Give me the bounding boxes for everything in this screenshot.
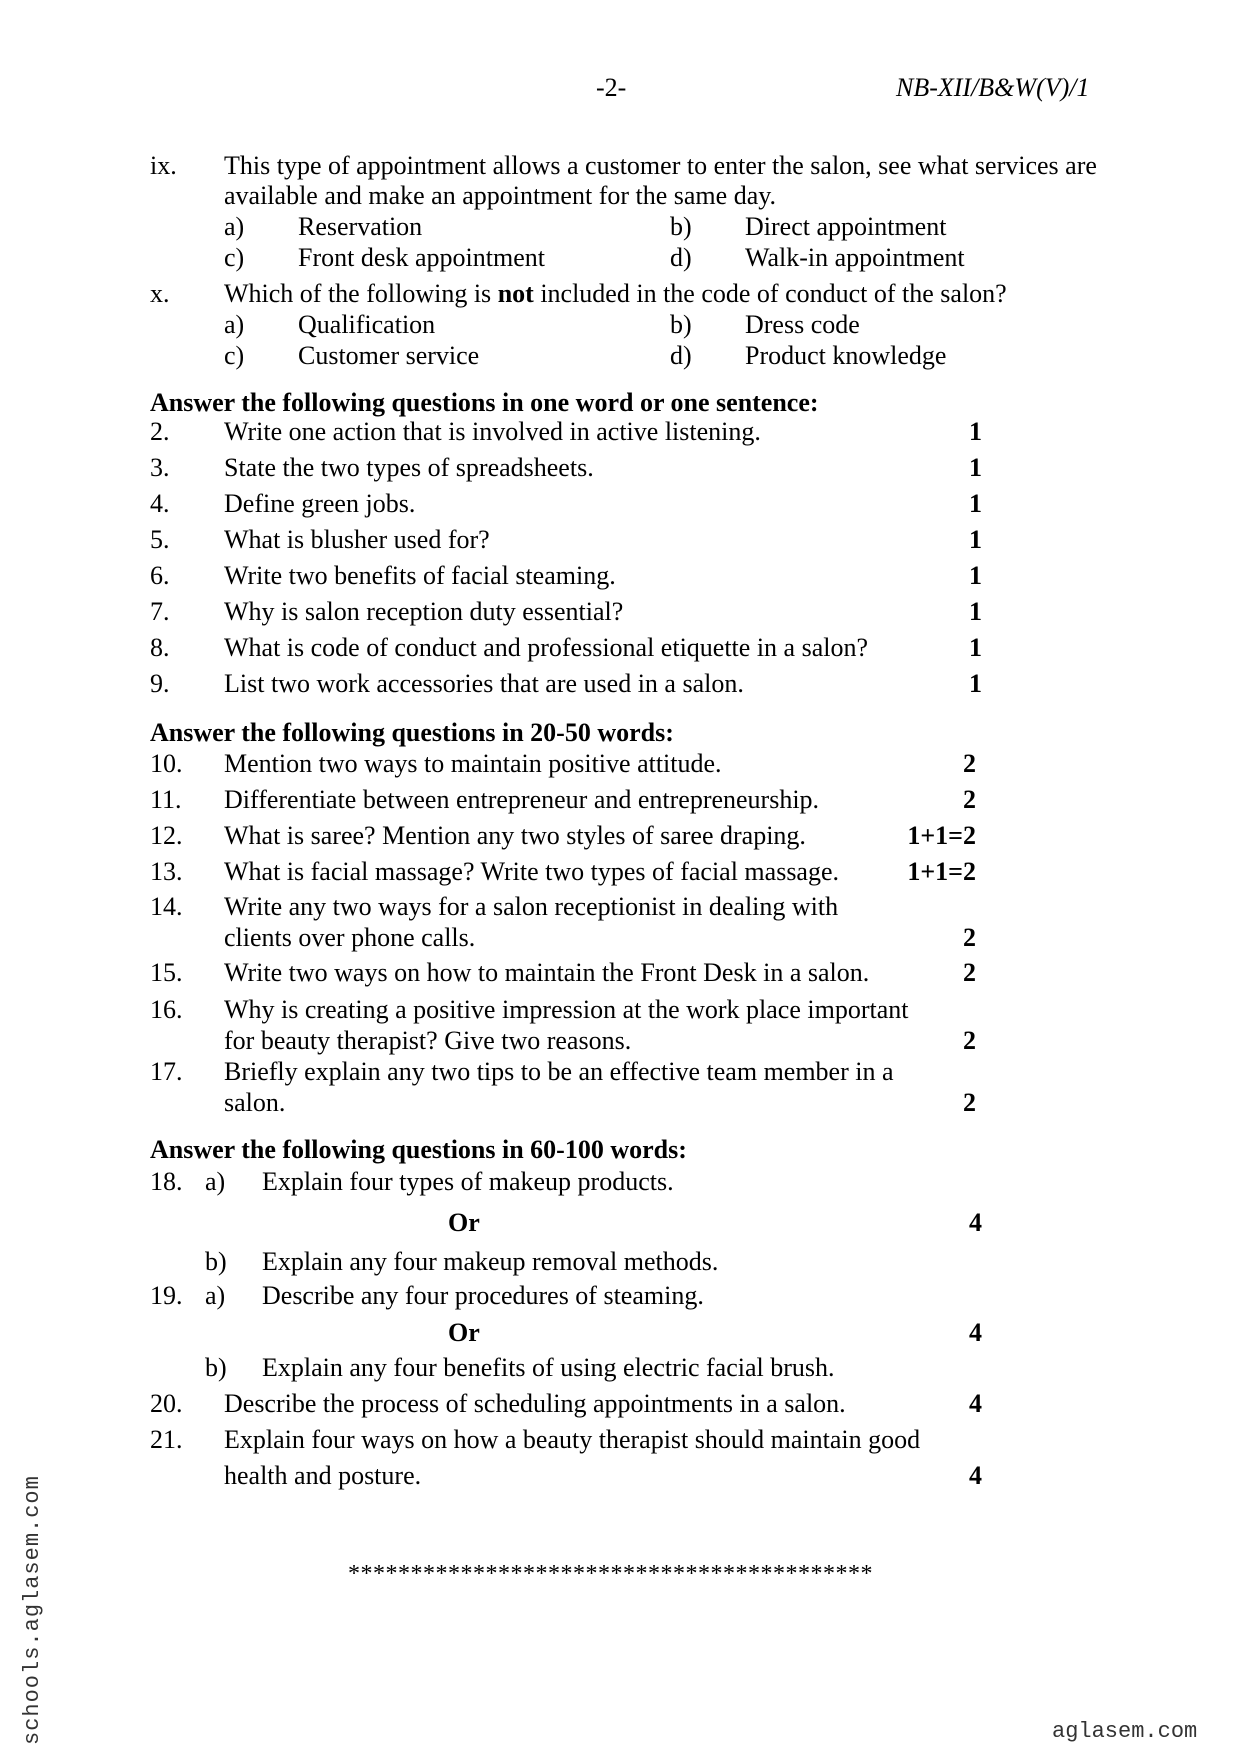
question-text: Write two ways on how to maintain the Front Desk in a salon. [224,958,870,987]
question-text: Differentiate between entrepreneur and entrepreneurship. [224,785,820,814]
question-number: 14. [150,892,183,921]
question-number: 20. [150,1389,183,1418]
option-label: a) [224,212,245,241]
paper-code: NB-XII/B&W(V)/1 [896,73,1090,102]
question-text: Why is creating a positive impression at the work place important [224,995,909,1024]
question-marks: 1+1=2 [907,821,976,850]
question-number: 8. [150,633,170,662]
question-number: 12. [150,821,183,850]
question-number: 6. [150,561,170,590]
end-of-paper-stars: ****************************************** [348,1561,873,1587]
question-text: Define green jobs. [224,489,416,518]
question-text: This type of appointment allows a customer to enter the salon, see what services are [224,151,1097,180]
question-text-line2: clients over phone calls. [224,923,476,952]
option-label: b) [205,1353,227,1382]
option-label: d) [670,341,692,370]
question-number: 19. [150,1281,183,1310]
question-text-line2: for beauty therapist? Give two reasons. [224,1026,632,1055]
question-marks: 1 [969,669,982,698]
page-number: -2- [596,73,627,102]
question-marks: 1 [969,597,982,626]
question-text: What is saree? Mention any two styles of saree draping. [224,821,806,850]
question-number: 11. [150,785,182,814]
question-marks: 1 [969,489,982,518]
question-text: Write any two ways for a salon receptionist in dealing with [224,892,839,921]
side-watermark: schools.aglasem.com [20,1475,45,1745]
question-number: 7. [150,597,170,626]
question-number: 10. [150,749,183,778]
question-marks: 2 [963,1088,976,1117]
question-number: 13. [150,857,183,886]
section-heading-long: Answer the following questions in 60-100 words: [150,1135,687,1164]
option-label: a) [205,1281,226,1310]
question-number: ix. [150,151,177,180]
question-marks: 1 [969,453,982,482]
option-label: a) [205,1167,226,1196]
question-marks: 2 [963,785,976,814]
question-marks: 4 [969,1208,982,1237]
question-number: 3. [150,453,170,482]
question-text: Mention two ways to maintain positive attitude. [224,749,722,778]
question-number: 18. [150,1167,183,1196]
section-heading-one-word: Answer the following questions in one word or one sentence: [150,388,819,417]
option-text: Direct appointment [745,212,947,241]
question-text: Explain four types of makeup products. [262,1167,674,1196]
question-text: What is facial massage? Write two types of facial massage. [224,857,840,886]
question-text: Explain any four benefits of using electric facial brush. [262,1353,835,1382]
question-marks: 4 [969,1389,982,1418]
question-text: Write two benefits of facial steaming. [224,561,616,590]
option-text: Front desk appointment [298,243,545,272]
question-text-line2: health and posture. [224,1461,422,1490]
question-marks: 1 [969,525,982,554]
question-text: List two work accessories that are used in a salon. [224,669,744,698]
question-number: 5. [150,525,170,554]
option-text: Reservation [298,212,423,241]
question-text: Why is salon reception duty essential? [224,597,624,626]
question-text: What is code of conduct and professional etiquette in a salon? [224,633,869,662]
question-number: x. [150,279,170,308]
question-marks: 2 [963,958,976,987]
question-text: Describe any four procedures of steaming. [262,1281,704,1310]
option-text: Walk-in appointment [745,243,965,272]
question-text: Explain four ways on how a beauty therapist should maintain good [224,1425,921,1454]
option-label: a) [224,310,245,339]
option-label: b) [670,310,692,339]
option-label: b) [205,1247,227,1276]
question-number: 4. [150,489,170,518]
question-marks: 1 [969,561,982,590]
question-marks: 2 [963,923,976,952]
question-text: Which of the following is not included in the code of conduct of the salon? [224,279,1007,308]
option-label: c) [224,243,245,272]
question-text: Briefly explain any two tips to be an effective team member in a [224,1057,894,1086]
question-number: 21. [150,1425,183,1454]
question-text-line2: available and make an appointment for the same day. [224,181,777,210]
option-label: d) [670,243,692,272]
option-label: b) [670,212,692,241]
question-number: 9. [150,669,170,698]
question-marks: 4 [969,1318,982,1347]
question-marks: 1 [969,417,982,446]
question-marks: 2 [963,749,976,778]
question-text: Explain any four makeup removal methods. [262,1247,719,1276]
question-marks: 1 [969,633,982,662]
question-number: 2. [150,417,170,446]
question-text: State the two types of spreadsheets. [224,453,594,482]
or-label: Or [448,1208,480,1237]
option-text: Qualification [298,310,436,339]
question-text: Write one action that is involved in active listening. [224,417,761,446]
question-number: 17. [150,1057,183,1086]
option-text: Dress code [745,310,860,339]
question-marks: 4 [969,1461,982,1490]
question-text: Describe the process of scheduling appointments in a salon. [224,1389,846,1418]
question-number: 15. [150,958,183,987]
option-label: c) [224,341,245,370]
question-text-line2: salon. [224,1088,286,1117]
option-text: Customer service [298,341,480,370]
question-number: 16. [150,995,183,1024]
or-label: Or [448,1318,480,1347]
question-text: What is blusher used for? [224,525,490,554]
option-text: Product knowledge [745,341,947,370]
corner-watermark: aglasem.com [1052,1719,1198,1744]
section-heading-short: Answer the following questions in 20-50 words: [150,718,674,747]
question-marks: 1+1=2 [907,857,976,886]
question-marks: 2 [963,1026,976,1055]
